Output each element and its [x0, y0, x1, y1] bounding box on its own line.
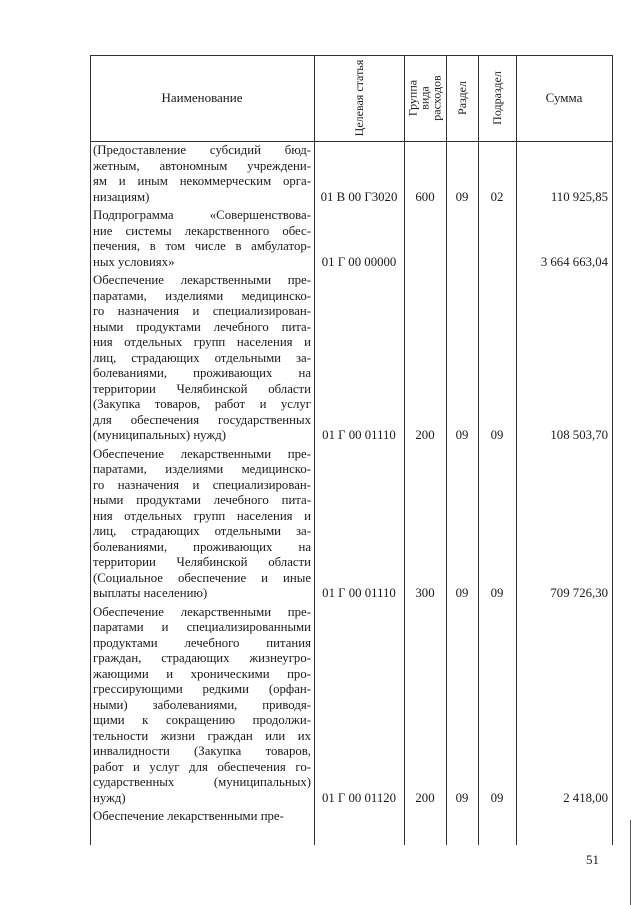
column-divider	[516, 55, 517, 845]
row-name-line: для обеспечения государственных	[93, 412, 311, 427]
row-name	[93, 605, 311, 807]
row-name-line: Обеспечение лекарственными пре-	[93, 446, 311, 461]
row-name-line: нужд)	[93, 790, 126, 805]
header-section: Раздел	[455, 81, 470, 115]
column-divider	[404, 55, 405, 845]
row-name-line: жетным, автономным учреждени-	[93, 158, 311, 173]
row-amount: 3 664 663,04	[540, 254, 608, 269]
row-name	[93, 143, 311, 205]
row-name-line: го назначения и специализирован-	[93, 477, 311, 492]
row-name-line: ными продуктами лечебного пита-	[93, 319, 311, 334]
header-section-cell	[446, 55, 478, 141]
row-code: 01 В 00 Г3020	[320, 189, 398, 204]
row-section: 09	[455, 586, 469, 600]
budget-table	[90, 55, 612, 845]
row-name-line: (муниципальных) нужд)	[93, 428, 227, 442]
row-code: 01 Г 00 00000	[321, 254, 397, 269]
row-name-line: болеваниями, проживающих на	[93, 366, 311, 380]
row-amount: 108 503,70	[550, 428, 608, 442]
row-section: 09	[455, 790, 469, 805]
row-subsection: 09	[490, 428, 504, 442]
margin-line	[630, 820, 631, 905]
row-name-line: ных условиях»	[93, 254, 175, 269]
row-name-line: ными) заболеваниями, приводя-	[93, 697, 311, 712]
row-name-line: Обеспечение лекарственными пре-	[93, 273, 311, 287]
header-subsection: Подраздел	[490, 71, 505, 125]
row-name-line: (Закупка товаров, работ и услуг	[93, 397, 311, 411]
row-subsection: 02	[490, 189, 504, 204]
row-name-line: Обеспечение лекарственными пре-	[93, 604, 311, 619]
row-name-line: территории Челябинской области	[93, 381, 311, 396]
row-name-line: лиц, страдающих отдельными за-	[93, 350, 311, 365]
row-section: 09	[455, 428, 469, 442]
row-code: 01 Г 00 01110	[322, 428, 396, 442]
row-name-line: ния отдельных групп населения и	[93, 508, 311, 523]
row-name-line: ными продуктами лечебного пита-	[93, 493, 311, 507]
row-group: 600	[415, 189, 435, 204]
row-code: 01 Г 00 01110	[322, 586, 396, 600]
table-right-border	[612, 55, 613, 845]
row-name-line: щими к сокращению продолжи-	[93, 713, 311, 727]
row-name-line: граждан, страдающих жизнеугро-	[93, 651, 311, 665]
row-name	[93, 447, 311, 602]
row-name-line: ние системы лекарственного обес-	[93, 223, 311, 238]
table-left-border	[90, 55, 91, 845]
row-name	[93, 273, 311, 444]
row-name	[93, 208, 311, 270]
row-name-line: ния отдельных групп населения и	[93, 335, 311, 349]
row-name-line: грессирующими редкими (орфан-	[93, 682, 311, 696]
row-amount: 709 726,30	[550, 586, 608, 600]
row-name-line: низациям)	[93, 189, 150, 204]
row-subsection: 09	[490, 586, 504, 600]
row-group: 200	[415, 790, 435, 805]
row-name-line: Подпрограмма «Совершенствова-	[93, 208, 311, 222]
row-name-line: печения, в том числе в амбулатор-	[93, 239, 311, 253]
header-target-article: Целевая статья	[352, 59, 366, 137]
row-name-line: лиц, страдающих отдельными за-	[93, 524, 311, 538]
page-number: 51	[586, 852, 599, 867]
row-name-line: жающими и хроническими про-	[93, 666, 311, 681]
row-section: 09	[455, 189, 469, 204]
row-group: 200	[415, 428, 435, 442]
header-expense-group-cell	[404, 55, 446, 141]
row-name-line: го назначения и специализирован-	[93, 304, 311, 318]
row-name	[93, 809, 311, 825]
row-subsection: 09	[490, 790, 504, 805]
row-name-line: территории Челябинской области	[93, 555, 311, 569]
row-name-line: паратами и специализированными	[93, 620, 311, 634]
row-name-line: работ и услуг для обеспечения го-	[93, 759, 311, 774]
row-name-line: выплаты населению)	[93, 586, 208, 600]
row-group: 300	[415, 586, 435, 600]
row-amount: 110 925,85	[550, 189, 608, 204]
header-name: Наименование	[161, 90, 243, 105]
row-name-line: (Предоставление субсидий бюд-	[93, 143, 311, 157]
column-divider	[314, 55, 315, 845]
column-divider	[446, 55, 447, 845]
row-name-line: Обеспечение лекарственными пре-	[93, 809, 284, 823]
row-amount: 2 418,00	[563, 790, 608, 805]
header-amount: Сумма	[545, 90, 583, 105]
row-name-line: болеваниями, проживающих на	[93, 539, 311, 554]
row-name-line: паратами, изделиями медицинско-	[93, 288, 311, 303]
row-name-line: (Социальное обеспечение и иные	[93, 570, 311, 585]
row-name-line: паратами, изделиями медицинско-	[93, 462, 311, 476]
row-code: 01 Г 00 01120	[321, 790, 397, 805]
row-name-line: продуктами лечебного питания	[93, 635, 311, 650]
row-name-line: тельности жизни граждан или их	[93, 728, 311, 743]
column-divider	[478, 55, 479, 845]
header-expense-group: Группа вида расходов	[406, 75, 444, 121]
header-target-article-cell	[314, 55, 404, 141]
row-name-line: ям и иным некоммерческим орга-	[93, 174, 311, 188]
row-name-line: сударственных (муниципальных)	[93, 775, 311, 789]
header-bottom-border	[90, 141, 612, 142]
header-subsection-cell	[478, 55, 516, 141]
row-name-line: инвалидности (Закупка товаров,	[93, 744, 311, 758]
